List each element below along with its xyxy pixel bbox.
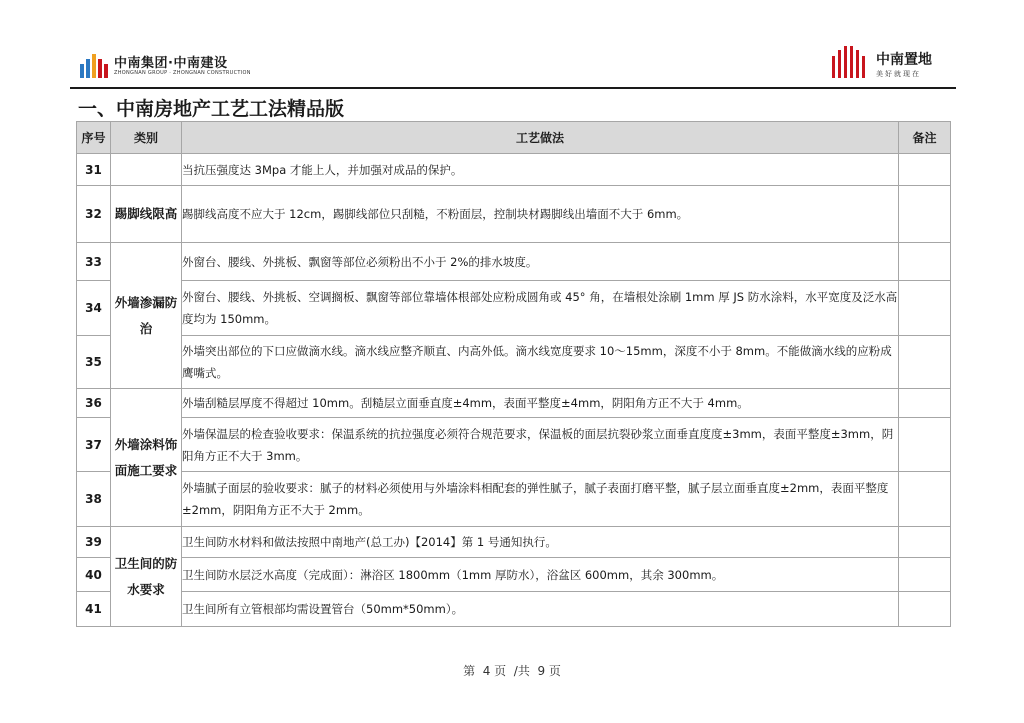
method-cell: 卫生间防水材料和做法按照中南地产(总工办)【2014】第 1 号通知执行。 [182,527,899,558]
header-divider [70,87,956,89]
table-row [77,558,951,592]
page-footer: 第 4 页 /共 9 页 [463,664,561,678]
method-cell: 外墙刮糙层厚度不得超过 10mm。刮糙层立面垂直度±4mm，表面平整度±4mm，阴阳角方正不大于 4mm。 [182,389,899,418]
col-header-no: 序号 [77,122,111,154]
row-number: 41 [77,592,111,627]
method-cell: 外墙保温层的检查验收要求：保温系统的抗拉强度必须符合规范要求，保温板的面层抗裂砂浆立面垂直度度±3mm，表面平整度±3mm，阴阳角方正不大于 3mm。 [182,418,899,472]
category-cell: 卫生间的防水要求 [111,527,182,627]
note-cell [899,243,951,281]
note-cell [899,527,951,558]
note-cell [899,592,951,627]
note-cell [899,418,951,472]
left-brand-subtitle: ZHONGNAN GROUP · ZHONGNAN CONSTRUCTION [114,70,251,76]
row-number: 33 [77,243,111,281]
note-cell [899,281,951,336]
note-cell [899,389,951,418]
note-cell [899,186,951,243]
row-number: 40 [77,558,111,592]
row-number: 36 [77,389,111,418]
table-row [77,418,951,472]
zhongnan-group-logo [78,46,268,80]
note-cell [899,558,951,592]
right-brand-slogan: 美好就现在 [876,70,921,78]
table-row [77,527,951,558]
method-cell: 卫生间防水层泛水高度（完成面）：淋浴区 1800mm（1mm 厚防水），浴盆区 600mm，其余 300mm。 [182,558,899,592]
note-cell [899,336,951,389]
table-row [77,243,951,281]
method-cell: 外窗台、腰线、外挑板、空调搁板、飘窗等部位靠墙体根部处应粉成圆角或 45° 角，在墙根处涂刷 1mm 厚 JS 防水涂料，水平宽度及泛水高度均为 150mm。 [182,281,899,336]
table-row [77,592,951,627]
table-row [77,336,951,389]
method-cell: 外窗台、腰线、外挑板、飘窗等部位必须粉出不小于 2%的排水坡度。 [182,243,899,281]
table-row [77,281,951,336]
table-row [77,472,951,527]
table-row [77,186,951,243]
note-cell [899,154,951,186]
method-cell: 外墙腻子面层的验收要求：腻子的材料必须使用与外墙涂料相配套的弹性腻子，腻子表面打磨平整，腻子层立面垂直度±2mm，表面平整度±2mm，阴阳角方正不大于 2mm。 [182,472,899,527]
table-row [77,154,951,186]
row-number: 31 [77,154,111,186]
col-header-note: 备注 [899,122,951,154]
row-number: 35 [77,336,111,389]
process-table [76,121,951,627]
zhongnan-land-logo-icon [830,44,870,82]
table-header-row [77,122,951,154]
category-cell: 外墙涂料饰面施工要求 [111,389,182,527]
row-number: 32 [77,186,111,243]
method-cell: 当抗压强度达 3Mpa 才能上人，并加强对成品的保护。 [182,154,899,186]
row-number: 38 [77,472,111,527]
row-number: 37 [77,418,111,472]
row-number: 39 [77,527,111,558]
zhongnan-group-logo-icon [78,48,110,80]
right-brand-name: 中南置地 [876,52,932,68]
category-cell: 踢脚线限高 [111,186,182,243]
note-cell [899,472,951,527]
method-cell: 踢脚线高度不应大于 12cm，踢脚线部位只刮糙，不粉面层，控制块材踢脚线出墙面不大于 6mm。 [182,186,899,243]
table-row [77,389,951,418]
zhongnan-land-logo [830,44,960,84]
method-cell: 外墙突出部位的下口应做滴水线。滴水线应整齐顺直、内高外低。滴水线宽度要求 10～15mm，深度不小于 8mm。不能做滴水线的应粉成鹰嘴式。 [182,336,899,389]
category-cell [111,154,182,186]
col-header-category: 类别 [111,122,182,154]
page-title: 一、中南房地产工艺工法精品版 [78,98,345,120]
category-cell: 外墙渗漏防治 [111,243,182,389]
col-header-method: 工艺做法 [182,122,899,154]
row-number: 34 [77,281,111,336]
method-cell: 卫生间所有立管根部均需设置管台（50mm*50mm）。 [182,592,899,627]
left-brand-name: 中南集团·中南建设 [114,56,228,71]
